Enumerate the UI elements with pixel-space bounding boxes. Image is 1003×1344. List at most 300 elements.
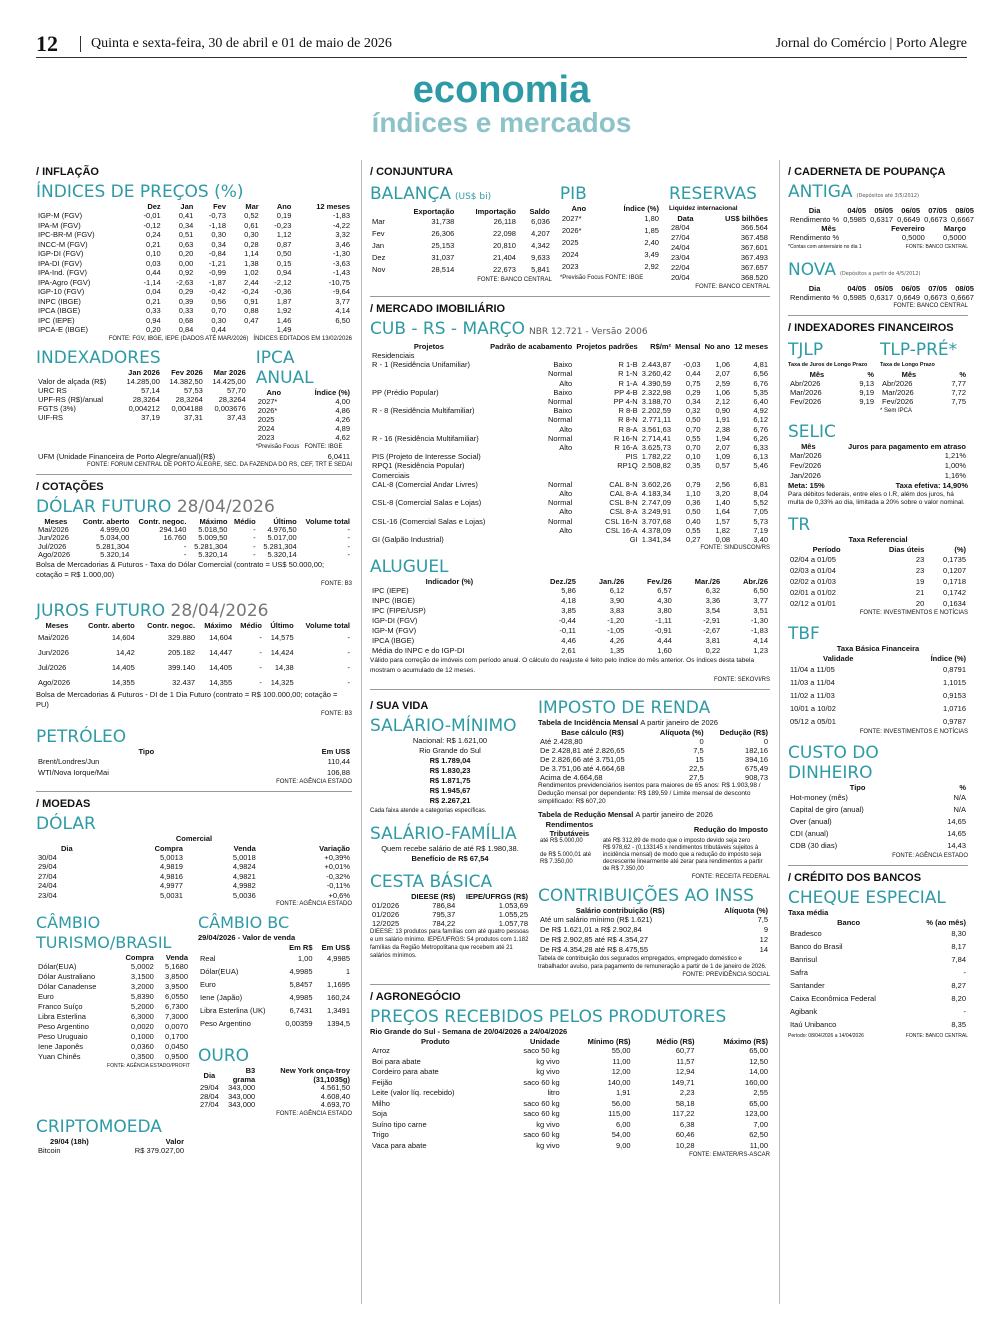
table-row: Peso Argentino 0,0020 0,0070 xyxy=(38,1022,188,1031)
title-dolar: DÓLAR xyxy=(36,813,96,834)
table-row: Normal PP 4-N 3.188,70 0,34 2,12 6,40 xyxy=(548,397,768,407)
table-row: IPC-BR-M (FGV) 0,24 0,51 0,30 0,30 1,12 3,32 xyxy=(38,230,350,239)
table-row: Jun/2026 5.034,00 16.760 5.009,50 - 5.017,00 - xyxy=(38,533,350,542)
table-row: 23/04 5,0031 5,0036 +0,6% xyxy=(38,890,350,900)
table-row: Caixa Econômica Federal 8,20 xyxy=(790,994,966,1003)
title-aluguel: ALUGUEL xyxy=(370,557,449,578)
source-dolar: FONTE: AGÊNCIA ESTADO xyxy=(276,901,352,907)
table-header: Exportação Importação Saldo xyxy=(413,207,550,216)
table-row: PP (Prédio Popular) Baixo PP 4-B 2.322,98 0,29 1,06 5,35 xyxy=(372,387,768,397)
title-tr: TR xyxy=(788,515,811,535)
table-row: até R$ 5.000,00 até R$ 312,89 de modo que o imposto devido seja zero xyxy=(540,838,751,845)
table-row: Valor de alçada (R$) 14.285,00 14.382,50 14.425,00 xyxy=(38,376,246,386)
title-cambio-turismo: CÂMBIO TURISMO/BRASIL xyxy=(36,913,172,952)
table-indices-precos xyxy=(36,202,352,335)
table-row: 30/04 5,0013 5,0018 +0,39% xyxy=(38,852,350,862)
table-row: GI (Galpão Industrial) GI 1.341,34 0,27 0,08 3,40 xyxy=(372,535,768,545)
note-aluguel: Válido para correção de imóveis com período anual. O cálculo do reajuste é feito pelo índice do mês anterior. Os índices desta tabela mostram o acumulado de 12 meses. xyxy=(370,657,755,675)
table-row: CAL-8 (Comercial Andar Livres) Normal CAL 8-N 3.602,26 0,79 2,56 6,81 xyxy=(372,479,768,489)
table-header: Tipo Em US$ xyxy=(138,746,350,756)
table-header: Jan 2026 Fev 2026 Mar 2026 xyxy=(128,367,246,377)
table-row: Mai/2026 4.999,00 294.140 5.018,50 - 4.976,50 - xyxy=(38,524,350,534)
table-selic xyxy=(788,442,968,481)
table-row: CSL-8 (Comercial Salas e Lojas) Normal CSL 8-N 2.747,09 0,36 1,40 5,52 xyxy=(372,498,768,508)
note-inss: Tabela de contribuição dos segurados empregados, empregado doméstico e trabalhador avulso, para pagamento de remuneração a partir de 1 de janeiro de 2026. xyxy=(538,956,767,971)
table-row: Média do INPC e do IGP-DI 2,61 1,35 1,60 0,22 1,23 xyxy=(372,646,768,656)
salario-familia-beneficio: Benefício de R$ 67,54 xyxy=(411,854,489,864)
table-row: Acima de 4.664,68 27,5 908,73 xyxy=(540,773,768,783)
table-row: Dólar Canadense 3,2000 3,9500 xyxy=(38,982,188,991)
column-divider xyxy=(779,160,780,1304)
table-row: Bitcoin R$ 379.027,00 xyxy=(38,1145,184,1155)
table-row: INPC (IBGE) 0,21 0,39 0,56 0,91 1,87 3,77 xyxy=(38,296,350,306)
table-row: Mar/2026 9,19 xyxy=(790,388,874,397)
title-tlp: TLP-PRÉ* xyxy=(880,340,958,360)
table-row: Vaca para abate kg vivo 9,00 10,28 11,00 xyxy=(372,1140,768,1150)
table-custo-dinheiro xyxy=(788,783,968,852)
section-subtitle: índices e mercados xyxy=(371,107,632,138)
table-ufm: UFM (Unidade Financeira de Porto Alegre/anual)(R$) 6,0411 xyxy=(38,451,350,461)
table-row: Alto CSL 16-A 4.378,09 0,55 1,82 7,19 xyxy=(559,525,768,535)
table-header: Meses Contr. aberto Contr. negoc. Máximo Médio Último Volume total xyxy=(45,620,350,630)
table-row: Peso Uruguaio 0,1000 0,1700 xyxy=(38,1032,188,1041)
salario-item: Rio Grande do Sul xyxy=(419,746,481,756)
table-row: Nov 28,514 22,673 5,841 xyxy=(372,265,550,274)
table-row: Jan 25,153 20,810 4,342 xyxy=(372,241,550,250)
source-aluguel: FONTE: SEKOVI/RS xyxy=(713,677,770,684)
table-row: de R$ 5.000,01 até R$ 7.350,00 R$ 978,62 - (0,133145 x rendimentos tributáveis sujeitos à incidência mensal) de modo que a redução do imposto seja decrescente linearmente até zerar para rendimentos a partir de R$ 7.350,00 xyxy=(540,845,763,873)
title-pib: PIB xyxy=(559,184,587,204)
kicker-conjuntura: / CONJUNTURA xyxy=(370,166,454,178)
table-row: 2025 4,26 xyxy=(257,414,350,424)
table-tr xyxy=(788,545,968,609)
source-juros-futuro: FONTE: B3 xyxy=(320,710,352,717)
table-row: Dez 31,037 21,404 9,633 xyxy=(372,253,550,262)
table-header: Dia B3 grama New York onça-troy (31,1035g) xyxy=(203,1066,350,1084)
table-row: R - 16 (Residência Multifamiliar) Normal R 16-N 2.714,41 0,55 1,94 6,26 xyxy=(372,433,768,443)
selic-note: Para débitos federais, entre eles o I.R, além dos juros, há multa de 0,33% ao dia, limitada a 20% sobre o valor nominal. xyxy=(788,491,965,506)
table-row: Normal R 1-N 3.260,42 0,44 2,07 6,56 xyxy=(548,369,768,379)
table-row: Rendimento % 0,5985 0,6317 0,6649 0,6673 0,6667 xyxy=(790,215,974,224)
table-row: Franco Suíço 5,2000 6,7300 xyxy=(38,1002,188,1011)
table-row: Banrisul 7,84 xyxy=(790,955,966,964)
table-row: Abr/2026 9,13 xyxy=(790,379,874,388)
table-aluguel xyxy=(370,577,770,656)
agro-sub: Rio Grande do Sul - Semana de 20/04/2026 a 24/04/2026 xyxy=(370,1027,568,1037)
table-row: 02/03 a 01/04 23 0,1207 xyxy=(790,566,966,575)
table-row: 2027* 4,00 xyxy=(257,396,350,406)
table-row: 02/02 a 01/03 19 0,1718 xyxy=(790,577,966,586)
table-row: INPC (IBGE) 4,18 3,90 4,30 3,36 3,77 xyxy=(372,596,768,606)
table-row: CDI (anual) 14,65 xyxy=(790,829,966,838)
table-poupanca-antiga-mes xyxy=(788,224,968,242)
table-row: 12/2025 784,22 1.057,78 xyxy=(372,919,528,929)
reducao-sub: Tabela de Redução Mensal A partir janeiro de 2026 xyxy=(538,810,713,820)
table-row: 2024 4,89 xyxy=(257,423,350,433)
table-header: DIEESE (R$) IEPE/UFRGS (R$) xyxy=(411,892,528,902)
table-row: PIS (Projeto de Interesse Social) PIS 1.782,22 0,10 1,09 6,13 xyxy=(372,452,768,462)
tbf-sub: Taxa Básica Financeira xyxy=(836,644,920,653)
section-title: economia xyxy=(412,69,591,111)
table-row: Capital de giro (anual) N/A xyxy=(790,805,966,814)
table-row: Banco do Brasil 8,17 xyxy=(790,942,966,951)
table-row: Bradesco 8,30 xyxy=(790,929,966,938)
table-row: 2026* 4,86 xyxy=(257,405,350,415)
table-row: Dólar(EUA) 5,0002 5,1680 xyxy=(38,962,188,971)
cheque-sub: Taxa média xyxy=(788,908,829,917)
kicker-inflacao: / INFLAÇÃO xyxy=(36,166,99,178)
table-row: Alto R 16-A 3.625,73 0,70 2,07 6,33 xyxy=(559,443,768,453)
table-row: Suíno tipo carne kg vivo 6,00 6,38 7,00 xyxy=(372,1119,768,1129)
tjlp-sub: Taxa de Juros de Longo Prazo xyxy=(788,362,868,368)
table-header: Base cálculo (R$) Alíquota (%) Dedução (R$) xyxy=(561,728,768,738)
table-header: Em R$ Em US$ xyxy=(289,943,350,952)
table-row: Jul/2026 5.281,304 - 5.281,304 - 5.281,304 - xyxy=(38,541,350,551)
table-row: RPQ1 (Residência Popular) RP1Q 2.508,82 0,35 0,57 5,46 xyxy=(372,461,768,471)
table-header: Validade Índice (%) xyxy=(823,654,966,663)
title-selic: SELIC xyxy=(788,422,836,442)
table-row: Jan/2026 1,16% xyxy=(790,471,966,480)
table-row: 01/2026 795,37 1.055,25 xyxy=(372,910,528,920)
source-poupanca-nova: FONTE: BANCO CENTRAL xyxy=(893,303,968,309)
title-poupanca-antiga: ANTIGA (Depósitos até 3/5/2012) xyxy=(788,182,919,202)
table-row: 27/04 4,9816 4,9821 -0,32% xyxy=(38,871,350,881)
table-row: 2023 2,92 xyxy=(561,262,659,271)
title-dolar-futuro: DÓLAR FUTURO 28/04/2026 xyxy=(36,496,275,517)
table-row: Iene (Japão) 4,9985 160,24 xyxy=(200,993,350,1002)
table-row: 02/12 a 01/01 20 0,1634 xyxy=(790,599,966,608)
pib-note: *Previsão Focus FONTE: IBGE xyxy=(559,275,644,281)
table-row: Milho saco 60 kg 56,00 58,18 65,00 xyxy=(372,1098,768,1108)
table-tjlp xyxy=(788,370,876,406)
salario-item: Nacional: R$ 1.621,00 xyxy=(412,736,488,746)
table-row: Mar/2026 1,21% xyxy=(790,451,966,460)
table-row: Alto CAL 8-A 4.183,34 1,10 3,20 8,04 xyxy=(559,489,768,499)
table-row: IGP-DI (FGV) -0,44 -1,20 -1,11 -2,91 -1,30 xyxy=(372,616,768,626)
table-row: R - 1 (Residência Unifamiliar) Baixo R 1-B 2.443,87 -0,03 1,06 4,81 xyxy=(372,360,768,370)
table-row: IGP-10 (FGV) 0,04 0,29 -0,42 -0,24 -0,36 -9,64 xyxy=(38,287,350,296)
table-header: Salário contribuição (R$) Alíquota (%) xyxy=(575,906,768,916)
page-header xyxy=(36,30,967,58)
table-row: Yuan Chinês 0,3500 0,9500 xyxy=(38,1052,188,1061)
reservas-sub: Liquidez internacional xyxy=(668,205,738,212)
table-row: 2024 3,49 xyxy=(561,250,659,259)
table-row: Leite (valor líq. recebido) litro 1,91 2,23 2,55 xyxy=(372,1088,768,1098)
salario-item: R$ 1.871,75 xyxy=(429,776,471,786)
kicker-moedas: / MOEDAS xyxy=(36,797,91,810)
table-row: De 2.428,81 até 2.826,65 7,5 182,16 xyxy=(540,746,768,756)
table-row: Peso Argentino 0,00359 1394,5 xyxy=(200,1019,350,1028)
table-header: Período Dias úteis (%) xyxy=(812,545,966,554)
table-row: De R$ 4.354,28 até R$ 8.475,55 14 xyxy=(540,945,768,955)
title-tbf: TBF xyxy=(788,624,820,644)
page-number: 12 xyxy=(36,30,58,56)
table-row: IPA-DI (FGV) 0,03 0,00 -1,21 1,38 0,15 -3,63 xyxy=(38,258,350,268)
title-petroleo: PETRÓLEO xyxy=(36,726,127,747)
salario-item: R$ 1.789,04 xyxy=(429,756,471,766)
table-row: Rendimento % 0,5000 0,5000 xyxy=(790,233,966,242)
table-row: 28/04 343,000 4.608,40 xyxy=(200,1091,350,1101)
table-row: De 2.826,66 até 3.751,05 15 394,16 xyxy=(540,755,768,765)
table-cesta-basica xyxy=(370,892,530,928)
table-row: Fev 26,306 22,098 4,207 xyxy=(372,229,550,238)
table-row: 2027* 1,80 xyxy=(561,214,659,223)
note-cesta-basica: DIEESE: 13 produtos para famílias com até quatro pessoas e um salário mínimo. IEPE/UFRGS: 54 produtos com 1.182 famílias da Região Metropolitana que recebem até 21 salários mínimos. xyxy=(370,929,529,960)
table-header: Meses Contr. aberto Contr. negoc. Máximo Médio Último Volume total xyxy=(44,516,350,526)
table-row: 22/04 367.657 xyxy=(670,263,768,272)
source-inflacao: FONTE: FGV, IBGE, IEPE (DADOS ATÉ MAR/2026) ÍNDICES EDITADOS EM 13/02/2026 xyxy=(108,335,352,342)
table-imposto-renda xyxy=(538,728,770,782)
table-poupanca-antiga xyxy=(788,206,976,224)
table-row: Euro 5,8457 1,1695 xyxy=(200,980,350,989)
table-inss xyxy=(538,906,770,955)
table-row: IGP-M (FGV) -0,01 0,41 -0,73 0,52 0,19 -1,83 xyxy=(38,211,350,220)
table-row: 01/2026 786,84 1.053,69 xyxy=(372,901,528,911)
table-row: 05/12 a 05/01 0,9787 xyxy=(790,717,966,726)
table-row: Abr/2026 7,77 xyxy=(882,379,966,388)
title-salario-familia: SALÁRIO-FAMÍLIA xyxy=(370,824,517,845)
table-row: Soja saco 60 kg 115,00 117,22 123,00 xyxy=(372,1109,768,1119)
table-header: Produto Unidade Mínimo (R$) Médio (R$) Máximo (R$) xyxy=(421,1037,768,1047)
table-header: Compra Venda xyxy=(125,953,188,962)
table-indexadores xyxy=(36,368,248,422)
title-cambio-bc: CÂMBIO BC xyxy=(198,913,290,932)
table-row: Agibank - xyxy=(790,1007,966,1016)
table-tbf xyxy=(788,654,968,728)
table-row: 27/04 343,000 4.693,70 xyxy=(200,1100,350,1109)
table-row: Real 1,00 4,9985 xyxy=(200,954,350,963)
table-row: Jul/2026 14,405 399.140 14,405 - 14,38 - xyxy=(38,662,350,672)
table-row: Itaú Unibanco 8,35 xyxy=(790,1020,966,1029)
table-header: Mês % xyxy=(901,370,966,379)
source-inss: FONTE: PREVIDÊNCIA SOCIAL xyxy=(682,972,770,979)
table-row: Mar 31,738 26,118 6,036 xyxy=(372,217,550,226)
dolar-comercial-label: Comercial xyxy=(175,833,213,843)
table-row: Rendimento % 0,5985 0,6317 0,6649 0,6673 0,6667 xyxy=(790,293,974,302)
table-tlp xyxy=(880,370,968,406)
table-petroleo xyxy=(36,747,352,778)
table-row: IGP-M (FGV) -0,11 -1,05 -0,91 -2,67 -1,83 xyxy=(372,626,768,636)
table-row: 2023 4,62 xyxy=(257,432,350,442)
source-reservas: FONTE: BANCO CENTRAL xyxy=(695,284,770,290)
table-cub xyxy=(370,342,770,544)
table-row: Dólar(EUA) 4,9985 1 xyxy=(200,967,350,976)
table-row: Trigo saco 60 kg 54,00 60,46 62,50 xyxy=(372,1130,768,1140)
list-salario-minimo xyxy=(370,736,530,806)
table-ipca-anual xyxy=(256,388,352,442)
table-header: Ano Índice (%) xyxy=(266,387,350,397)
kicker-indexadores-financeiros: / INDEXADORES FINANCEIROS xyxy=(788,322,954,334)
column-left xyxy=(36,160,352,1304)
kicker-sua-vida: / SUA VIDA xyxy=(370,700,429,713)
table-header: Indicador (%) Dez./25 Jan./26 Fev./26 Mar./26 Abr./26 xyxy=(425,577,768,587)
table-row: Hot-money (mês) N/A xyxy=(790,793,966,802)
table-row: Brent/Londres/Jun 110,44 xyxy=(38,756,350,766)
table-row: Alto R 1-A 4.390,59 0,75 2,59 6,76 xyxy=(559,378,768,388)
cheque-footer: Período: 08/04/2026 a 14/04/2026 FONTE: BANCO CENTRAL xyxy=(788,1033,968,1039)
table-row: De R$ 2.902,85 até R$ 4.354,27 12 xyxy=(540,935,768,945)
title-tjlp: TJLP xyxy=(788,340,824,360)
salario-note: Cada faixa atende a categorias específicas. xyxy=(370,808,487,815)
table-dolar-futuro xyxy=(36,517,352,560)
table-row: Iene Japonês 0,0360 0,0450 xyxy=(38,1042,188,1051)
table-header: Rendimentos Tributáveis Redução do Imposto xyxy=(545,820,768,839)
selic-meta: Meta: 15% Taxa efetiva: 14,90% xyxy=(788,481,968,490)
table-row: IPCA (IBGE) 4,46 4,26 4,44 3,81 4,14 xyxy=(372,636,768,646)
table-row: Comerciais xyxy=(372,470,410,480)
salario-item: R$ 2.267,21 xyxy=(429,796,471,806)
title-ouro: OURO xyxy=(198,1046,250,1066)
table-row: De 3.751,06 até 4.664,68 22,5 675,49 xyxy=(540,764,768,774)
table-row: IPC (IEPE) 0,94 0,68 0,30 0,47 1,46 6,50 xyxy=(38,315,350,325)
table-row: 11/04 a 11/05 0,8791 xyxy=(790,665,966,674)
table-row: WTI/Nova Iorque/Mai 106,88 xyxy=(38,767,350,777)
table-row: IPCA-E (IBGE) 0,20 0,84 0,44 1,49 xyxy=(38,325,292,334)
table-row: Alto CSL 8-A 3.249,91 0,50 1,64 7,05 xyxy=(559,507,768,517)
kicker-mercado-imobiliario: / MERCADO IMOBILIÁRIO xyxy=(370,303,506,315)
table-row: R - 8 (Residência Multifamiliar) Baixo R 8-B 2.202,59 0,32 0,90 4,92 xyxy=(372,406,768,416)
table-row: Até 2.428,80 0 0 xyxy=(540,737,768,747)
table-row: 2026* 1,85 xyxy=(561,226,659,235)
table-criptomoeda xyxy=(36,1137,186,1155)
table-header: Mês % xyxy=(809,370,874,379)
table-row: 02/04 a 01/05 23 0,1735 xyxy=(790,555,966,564)
table-cambio-turismo xyxy=(36,953,190,1062)
source-receita: FONTE: RECEITA FEDERAL xyxy=(691,874,770,881)
table-header: Ano Índice (%) xyxy=(571,204,659,213)
table-row: 24/04 4,9977 4,9982 -0,11% xyxy=(38,881,350,890)
source-tr: FONTE: INVESTIMENTOS E NOTÍCIAS xyxy=(859,610,968,616)
table-header: Data US$ bilhões xyxy=(677,214,768,223)
table-row: IGP-DI (FGV) 0,10 0,20 -0,84 1,14 0,50 -1,30 xyxy=(38,249,350,258)
table-header: Mês Fevereiro Março xyxy=(821,224,966,233)
table-poupanca-nova xyxy=(788,284,976,302)
table-header: Dez Jan Fev Mar Ano 12 meses xyxy=(147,202,350,211)
table-row: UIF-RS 37,19 37,31 37,43 xyxy=(38,412,246,422)
table-row: Mar/2026 7,72 xyxy=(882,388,966,397)
title-cub: CUB - RS - MARÇO NBR 12.721 - Versão 2006 xyxy=(370,319,648,339)
table-row: Fev/2026 1,00% xyxy=(790,461,966,470)
table-row: 23/04 367.493 xyxy=(670,253,768,262)
table-row: 11/02 a 11/03 0,9153 xyxy=(790,691,966,700)
table-row: INCC-M (FGV) 0,21 0,63 0,34 0,28 0,87 3,46 xyxy=(38,239,350,249)
table-header: Tipo % xyxy=(849,783,966,792)
note-dolar-futuro: Bolsa de Mercadorias & Futuros - Taxa do Dólar Comercial (contrato = US$ 50.000,00; cotação = R$ 1.000,00) xyxy=(36,559,325,579)
note-juros-futuro: Bolsa de Mercadorias & Futuros - DI de 1 Dia Futuro (contrato = R$ 100.000,00; cotação = PU) xyxy=(36,689,338,709)
table-row: Cordeiro para abate kg vivo 12,00 12,94 14,00 xyxy=(372,1067,768,1077)
table-row: Feijão saco 60 kg 140,00 149,71 160,00 xyxy=(372,1077,768,1087)
title-poupanca-nova: NOVA (Depósitos a partir de 4/5/2012) xyxy=(788,260,921,280)
tlp-sub: Taxa de Longo Prazo xyxy=(880,362,935,368)
table-dolar xyxy=(36,844,352,901)
poupanca-note: *Contas com aniversário no dia 1 FONTE: BANCO CENTRAL xyxy=(788,244,968,250)
newspaper-name: Jornal do Comércio | Porto Alegre xyxy=(775,35,967,51)
table-row: Até um salário mínimo (R$ 1.621) 7,5 xyxy=(540,915,768,925)
table-row: Arroz saco 50 kg 55,00 60,77 65,00 xyxy=(372,1046,768,1056)
title-salario-minimo: SALÁRIO-MÍNIMO xyxy=(370,716,517,737)
kicker-poupanca: / CADERNETA DE POUPANÇA xyxy=(788,166,946,178)
table-header: Dia 04/05 05/05 06/05 07/05 08/05 xyxy=(808,284,974,293)
table-row: Over (anual) 14,65 xyxy=(790,817,966,826)
kicker-cotacoes: / COTAÇÕES xyxy=(36,480,104,493)
table-row: Fev/2026 9,19 xyxy=(790,397,874,406)
table-row: IPA-Agro (FGV) -1,14 -2,63 -1,87 2,44 -2,12 -10,75 xyxy=(38,277,350,287)
title-indices-precos: ÍNDICES DE PREÇOS (%) xyxy=(36,182,244,202)
table-row: Alto R 8-A 3.561,63 0,70 2,38 6,76 xyxy=(559,424,768,434)
table-row: Residenciais xyxy=(372,351,415,360)
table-row: 10/01 a 10/02 1,0716 xyxy=(790,704,966,713)
table-header: Banco % (ao mês) xyxy=(837,918,966,927)
table-row: 2025 2,40 xyxy=(561,238,659,247)
column-middle xyxy=(370,160,770,1304)
table-row: CSL-16 (Comercial Salas e Lojas) Normal CSL 16-N 3.707,68 0,40 1,57 5,73 xyxy=(372,516,768,526)
source-indexadores: FONTE: FORUM CENTRAL DE PORTO ALEGRE, SEC. DA FAZENDA DO RS, CEF, TRT E SEDAI xyxy=(87,461,352,468)
table-row: 24/04 367.601 xyxy=(670,243,768,252)
ir-sub: Tabela de Incidência Mensal A partir janeiro de 2026 xyxy=(538,718,718,728)
source-agro: FONTE: EMATER/RS-ASCAR xyxy=(689,1152,770,1159)
table-ouro xyxy=(198,1066,352,1110)
title-imposto-renda: IMPOSTO DE RENDA xyxy=(538,698,711,719)
table-row: 29/04 4,9819 4,9824 +0,01% xyxy=(38,862,350,871)
table-row: IPA-M (FGV) -0,12 0,34 -1,18 0,61 -0,23 -4,22 xyxy=(38,220,350,230)
table-row: FGTS (3%) 0,004212 0,004188 0,003676 xyxy=(38,403,246,413)
table-row: Fev/2026 7,75 xyxy=(882,397,966,406)
table-reservas xyxy=(669,214,770,283)
title-custo-dinheiro: CUSTO DO DINHEIRO xyxy=(788,743,879,783)
source-cub: FONTE: SINDUSCON/RS xyxy=(700,545,770,552)
source-dolar-futuro: FONTE: B3 xyxy=(320,580,352,587)
title-balanca: BALANÇA (US$ bi) xyxy=(370,184,492,204)
table-row: 28/04 366.564 xyxy=(670,223,768,232)
tr-sub: Taxa Referencial xyxy=(848,535,908,544)
title-precos-produtores: PREÇOS RECEBIDOS PELOS PRODUTORES xyxy=(370,1007,727,1028)
table-row: IPCA (IBGE) 0,33 0,33 0,70 0,88 1,92 4,14 xyxy=(38,306,350,315)
table-row: Libra Esterlina 6,3000 7,3000 xyxy=(38,1012,188,1021)
table-header: 29/04 (18h) Valor xyxy=(50,1136,184,1146)
table-header: Dia 04/05 05/05 06/05 07/05 08/05 xyxy=(808,206,974,215)
table-row: De R$ 1.621,01 a R$ 2.902,84 9 xyxy=(540,925,768,935)
title-reservas: RESERVAS xyxy=(668,184,757,204)
cambio-bc-sub: 29/04/2026 - Valor de venda xyxy=(198,933,296,942)
table-row: 29/04 343,000 4.561,50 xyxy=(200,1083,350,1092)
column-right xyxy=(788,160,974,1304)
table-row: URC RS 57,14 57,53 57,70 xyxy=(38,385,246,395)
table-row: Santander 8,27 xyxy=(790,981,966,990)
table-row: IPA-Ind. (FGV) 0,44 0,92 -0,99 1,02 0,94 -1,43 xyxy=(38,268,350,277)
table-row: Boi para abate kg vivo 11,00 11,57 12,50 xyxy=(372,1056,768,1066)
salario-item: R$ 1.945,67 xyxy=(429,786,471,796)
table-cambio-bc xyxy=(198,943,352,1030)
salario-familia-text: Quem recebe salário de até R$ 1.980,38. xyxy=(381,844,519,854)
table-cheque-especial xyxy=(788,918,968,1031)
table-row: 02/01 a 01/02 21 0,1742 xyxy=(790,588,966,597)
table-header: Projetos Padrão de acabamento Projetos padrões R$/m² Mensal No ano 12 meses xyxy=(413,342,768,351)
kicker-credito-bancos: / CRÉDITO DOS BANCOS xyxy=(788,872,922,884)
table-row: Jun/2026 14,42 205.182 14,447 - 14,424 - xyxy=(38,647,350,657)
title-indexadores: INDEXADORES xyxy=(36,347,161,368)
source-balanca: FONTE: BANCO CENTRAL xyxy=(477,277,552,283)
table-row: Normal R 8-N 2.771,11 0,50 1,91 6,12 xyxy=(548,415,768,425)
source-petroleo: FONTE: AGÊNCIA ESTADO xyxy=(276,778,352,785)
title-cesta-basica: CESTA BÁSICA xyxy=(370,872,493,893)
table-row: Ago/2026 5.320,14 - 5.320,14 - 5.320,14 - xyxy=(38,550,350,559)
tlp-note: * Sem IPCA xyxy=(880,408,913,414)
table-row: 27/04 367.458 xyxy=(670,233,768,242)
table-row: IPC (IEPE) 5,86 6,12 6,57 6,32 6,50 xyxy=(372,586,768,596)
source-custo: FONTE: AGÊNCIA ESTADO xyxy=(892,853,968,859)
table-row: CDB (30 dias) 14,43 xyxy=(790,841,966,850)
title-cheque-especial: CHEQUE ESPECIAL xyxy=(788,888,946,908)
